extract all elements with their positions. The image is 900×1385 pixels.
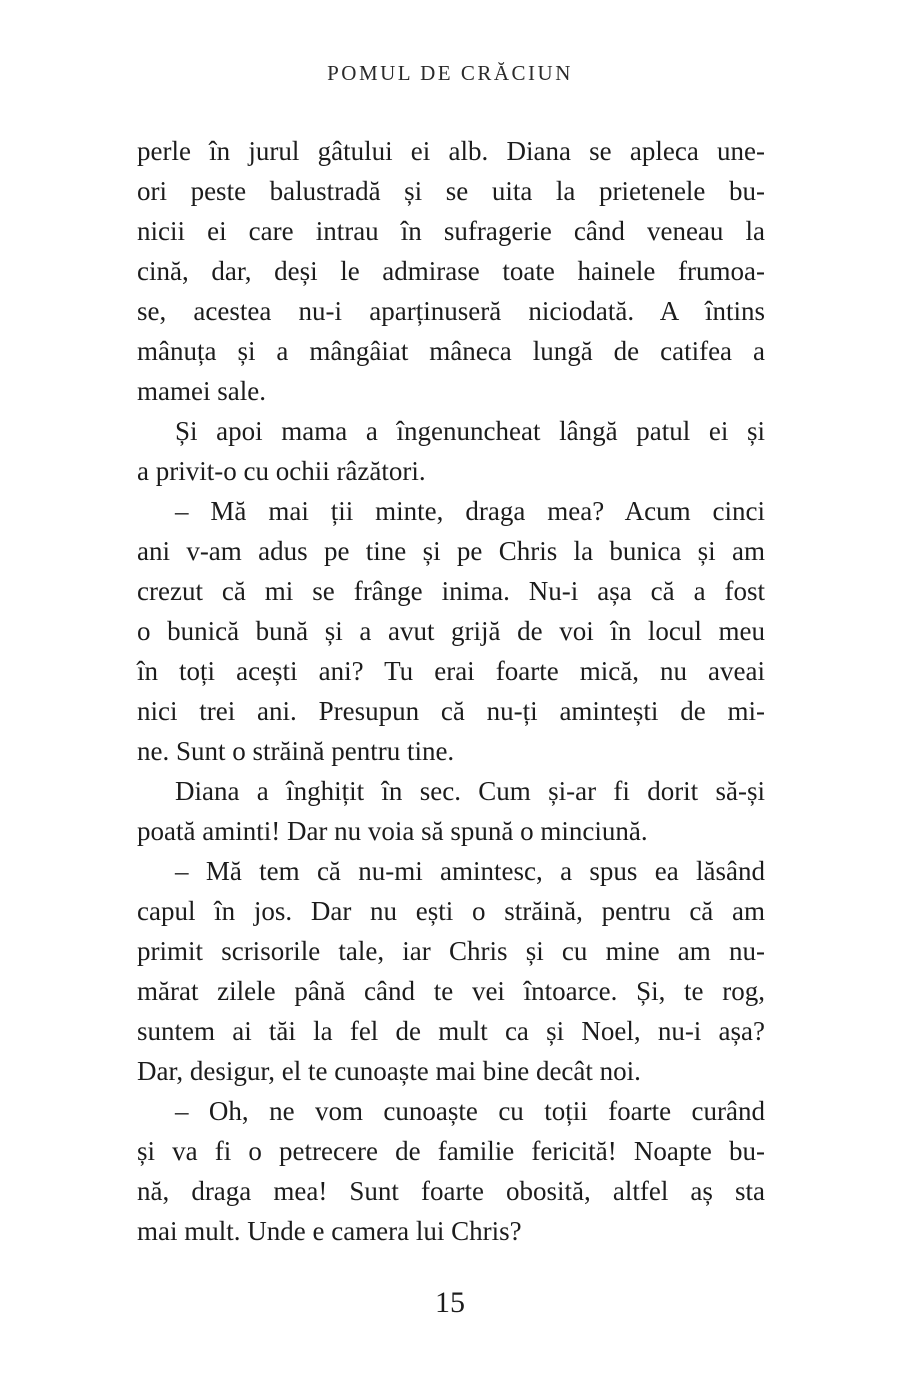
text-line: în toți acești ani? Tu erai foarte mică, nu aveai — [137, 656, 765, 686]
paragraph — [137, 131, 765, 411]
text-line: cină, dar, deși le admirase toate hainele frumoa- — [137, 256, 765, 286]
text-line: Diana a înghițit în sec. Cum și-ar fi dorit să-și — [175, 776, 765, 806]
text-line: ori peste balustradă și se uita la prietenele bu- — [137, 176, 765, 206]
text-line: mai mult. Unde e camera lui Chris? — [137, 1216, 522, 1246]
text-line: mărat zilele până când te vei întoarce. Și, te rog, — [137, 976, 765, 1006]
text-line: a privit-o cu ochii râzători. — [137, 456, 426, 486]
paragraph — [137, 771, 765, 851]
text-line: mânuța și a mângâiat mâneca lungă de catifea a — [137, 336, 765, 366]
text-line: ani v-am adus pe tine și pe Chris la bunica și am — [137, 536, 765, 566]
text-line: mamei sale. — [137, 376, 266, 406]
text-line: capul în jos. Dar nu ești o străină, pentru că am — [137, 896, 765, 926]
text-line: crezut că mi se frânge inima. Nu-i așa că a fost — [137, 576, 765, 606]
text-line: primit scrisorile tale, iar Chris și cu mine am nu- — [137, 936, 765, 966]
text-line: o bunică bună și a avut grijă de voi în locul meu — [137, 616, 765, 646]
text-line: se, acestea nu-i aparținuseră niciodată. A întins — [137, 296, 765, 326]
text-line: – Mă tem că nu-mi amintesc, a spus ea lăsând — [175, 856, 765, 886]
text-line: nă, draga mea! Sunt foarte obosită, altfel aș sta — [137, 1176, 765, 1206]
text-line: nici trei ani. Presupun că nu-ți amintești de mi- — [137, 696, 765, 726]
text-line: nicii ei care intrau în sufragerie când veneau la — [137, 216, 765, 246]
paragraph — [137, 1091, 765, 1251]
paragraph — [137, 411, 765, 491]
text-line: Dar, desigur, el te cunoaște mai bine decât noi. — [137, 1056, 641, 1086]
text-line: poată aminti! Dar nu voia să spună o minciună. — [137, 816, 648, 846]
text-line: – Mă mai ții minte, draga mea? Acum cinci — [175, 496, 765, 526]
text-line: și va fi o petrecere de familie fericită! Noapte bu- — [137, 1136, 765, 1166]
body-text — [137, 131, 765, 1251]
page-number: 15 — [435, 1286, 465, 1319]
text-line: Și apoi mama a îngenuncheat lângă patul ei și — [175, 416, 765, 446]
paragraph — [137, 851, 765, 1091]
running-header: POMUL DE CRĂCIUN — [327, 61, 573, 85]
text-line: – Oh, ne vom cunoaște cu toții foarte curând — [175, 1096, 765, 1126]
paragraph — [137, 491, 765, 771]
text-line: suntem ai tăi la fel de mult ca și Noel, nu-i așa? — [137, 1016, 765, 1046]
text-line: perle în jurul gâtului ei alb. Diana se apleca une- — [137, 136, 765, 166]
text-line: ne. Sunt o străină pentru tine. — [137, 736, 455, 766]
